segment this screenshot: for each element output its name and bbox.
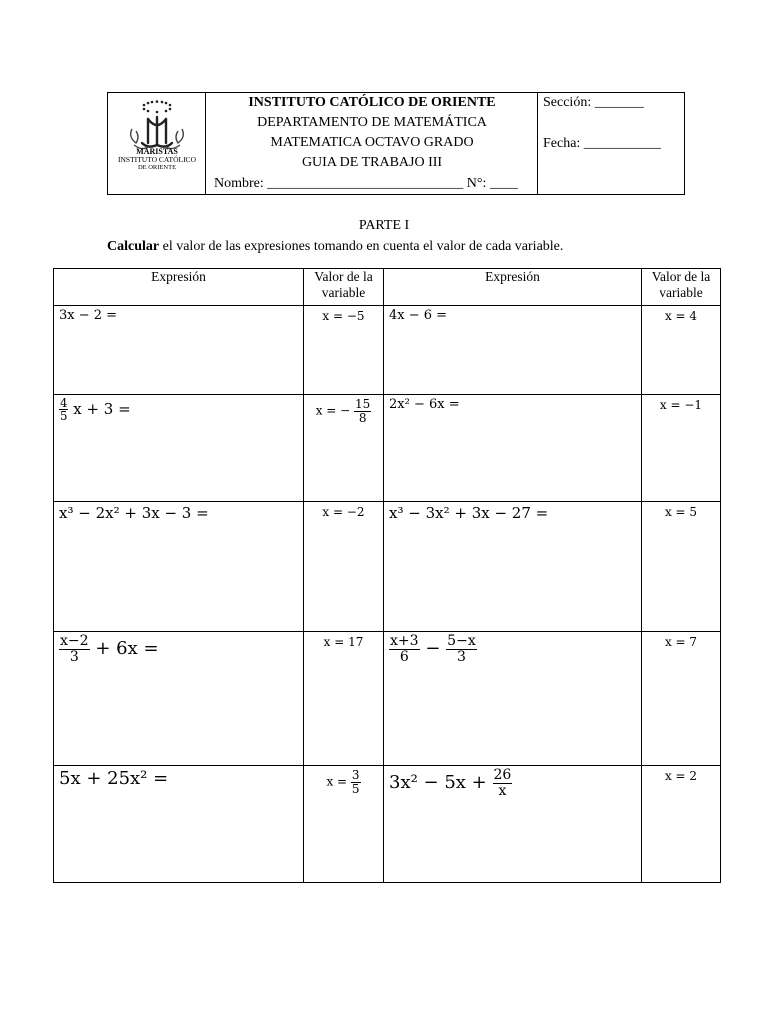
nombre-field: Nombre: ____________________________ N°: ____ <box>214 176 518 191</box>
variable-value: x = −1 <box>659 398 703 412</box>
value-cell <box>304 632 384 766</box>
fraction-denominator: 3 <box>69 648 79 665</box>
expression: 4x − 6 = <box>389 308 448 323</box>
minus-sign: − <box>425 638 441 660</box>
fraction-numerator: x−2 <box>60 633 89 649</box>
header-info-cell <box>538 93 684 194</box>
table-row <box>54 502 721 632</box>
expression-head: 3x² − 5x + <box>389 772 487 794</box>
fraction <box>389 634 420 664</box>
col-header-expression: Expresión <box>384 269 642 306</box>
value-cell <box>304 395 384 502</box>
fraction-numerator: 4 <box>60 396 68 410</box>
value-cell <box>642 502 721 632</box>
value-cell <box>304 766 384 883</box>
institution-name: INSTITUTO CATÓLICO DE ORIENTE <box>248 95 496 110</box>
fraction <box>351 769 361 795</box>
table-header-row <box>54 269 721 306</box>
expression: x³ − 2x² + 3x − 3 = <box>59 504 209 522</box>
table-row <box>54 306 721 395</box>
expression <box>384 632 641 664</box>
instruction-text: el valor de las expresiones tomando en cuenta el valor de cada variable. <box>159 239 564 254</box>
header-title-cell <box>206 93 538 194</box>
expression: 5x + 25x² = <box>59 768 169 789</box>
expression: x³ − 3x² + 3x − 27 = <box>389 504 549 522</box>
part-title: PARTE I <box>358 218 410 233</box>
expression-cell <box>54 632 304 766</box>
fraction-denominator: x <box>498 782 507 799</box>
expression <box>384 766 641 798</box>
fraction <box>493 768 513 798</box>
instruction <box>107 239 563 255</box>
fraction-denominator: 6 <box>399 648 409 665</box>
expression <box>54 632 303 664</box>
col-header-value: Valor de la variable <box>304 269 384 306</box>
variable-value: x = 2 <box>664 769 698 783</box>
exercise-table <box>53 268 721 883</box>
value-cell <box>304 502 384 632</box>
variable-value <box>304 766 383 795</box>
fraction-denominator: 3 <box>457 648 466 665</box>
header-box <box>107 92 685 195</box>
guide-title: GUIA DE TRABAJO III <box>301 155 443 170</box>
fraction <box>354 398 371 424</box>
fraction <box>59 634 90 664</box>
course-name: MATEMATICA OCTAVO GRADO <box>270 135 474 150</box>
expression-cell <box>54 395 304 502</box>
seccion-field: Sección: _______ <box>543 95 644 110</box>
col-header-value: Valor de la variable <box>642 269 721 306</box>
variable-value: x = 5 <box>664 505 698 519</box>
variable-value: x = 17 <box>323 635 364 649</box>
expression-cell <box>54 766 304 883</box>
table-row <box>54 766 721 883</box>
expression: 2x² − 6x = <box>389 397 460 412</box>
logo-text-instituto: INSTITUTO CATÓLICO <box>118 155 196 164</box>
value-prefix: x = <box>326 774 348 789</box>
fraction-numerator: x+3 <box>390 633 419 649</box>
variable-value: x = −2 <box>322 505 365 519</box>
logo-text-maristas: MARISTAS <box>136 147 178 156</box>
col-header-expression: Expresión <box>54 269 304 306</box>
variable-value <box>304 395 383 424</box>
fraction <box>446 634 477 664</box>
fraction-denominator: 8 <box>358 410 367 425</box>
fraction <box>59 397 68 423</box>
fraction-denominator: 5 <box>351 781 360 796</box>
fecha-field: Fecha: ___________ <box>543 136 661 151</box>
expression <box>54 395 303 423</box>
expression-cell <box>384 502 642 632</box>
instruction-bold: Calcular <box>107 239 160 254</box>
logo-cell <box>108 93 206 194</box>
value-cell <box>642 766 721 883</box>
value-cell <box>304 306 384 395</box>
expression-cell <box>384 766 642 883</box>
value-cell <box>642 306 721 395</box>
table-row <box>54 632 721 766</box>
expression-cell <box>384 632 642 766</box>
expression-cell <box>384 395 642 502</box>
value-cell <box>642 632 721 766</box>
expression: 3x − 2 = <box>59 308 118 323</box>
table-row <box>54 395 721 502</box>
expression-tail: + 6x = <box>95 638 159 660</box>
variable-value: x = 4 <box>664 309 698 323</box>
expression-cell <box>54 502 304 632</box>
value-prefix: x = − <box>315 403 351 418</box>
expression-tail: x + 3 = <box>73 399 131 418</box>
fraction-numerator: 15 <box>355 397 371 411</box>
logo-text-oriente: DE ORIENTE <box>137 164 177 171</box>
value-cell <box>642 395 721 502</box>
variable-value: x = 7 <box>664 635 698 649</box>
variable-value: x = −5 <box>322 309 365 323</box>
fraction-numerator: 26 <box>493 767 512 783</box>
expression-cell <box>54 306 304 395</box>
department-name: DEPARTAMENTO DE MATEMÁTICA <box>257 115 487 130</box>
fraction-numerator: 3 <box>351 768 360 782</box>
fraction-denominator: 5 <box>60 409 68 424</box>
fraction-numerator: 5−x <box>447 633 476 649</box>
expression-cell <box>384 306 642 395</box>
